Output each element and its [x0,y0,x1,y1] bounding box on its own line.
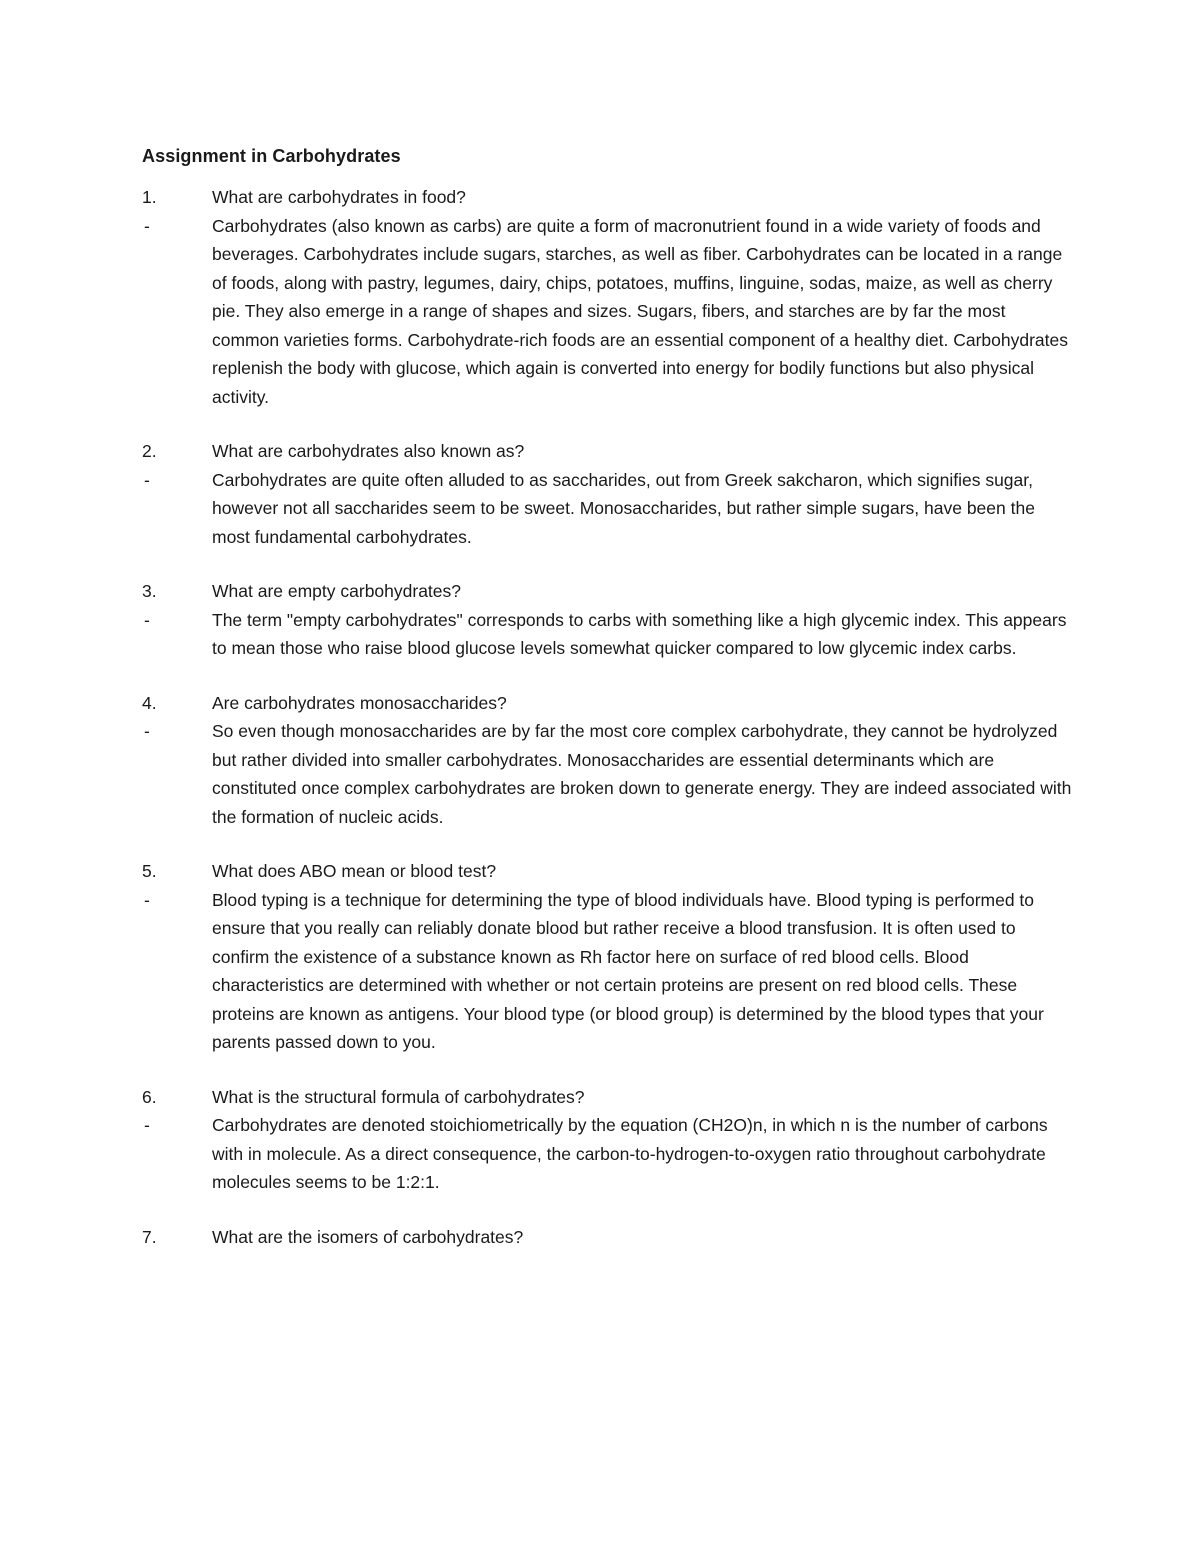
answer-3 [142,606,1072,663]
question-7 [142,1223,1072,1252]
answer-2 [142,466,1072,552]
question-number: 7. [142,1226,157,1247]
question-text: What are the isomers of carbohydrates? [212,1226,524,1247]
question-text: Are carbohydrates monosaccharides? [212,692,507,713]
answer-6 [142,1111,1072,1197]
qa-item-1 [142,183,1072,411]
qa-item-5 [142,857,1072,1057]
document-title: Assignment in Carbohydrates [142,146,401,166]
qa-item-3 [142,577,1072,663]
answer-bullet: - [144,215,150,236]
answer-text: Carbohydrates (also known as carbs) are quite a form of macronutrient found in a wide variety of foods and beverages. Carbohydrates include sugars, starches, as well as fiber. Carbohydrates can be located in a range of foods, along with pastry, legumes, dairy, chips, potatoes, muffins, linguine, sodas, maize, as well as cherry pie. They also emerge in a range of shapes and sizes. Sugars, fibers, and starches are by far the most common varieties forms. Carbohydrate-rich foods are an essential component of a healthy diet. Carbohydrates replenish the body with glucose, which again is converted into energy for bodily functions but also physical activity. [212,215,1068,407]
answer-bullet: - [144,1115,150,1135]
question-text: What is the structural formula of carbohydrates? [212,1086,585,1107]
qa-item-4 [142,689,1072,832]
question-4 [142,689,1072,718]
qa-item-6 [142,1083,1072,1197]
answer-5 [142,886,1072,1057]
question-6 [142,1083,1072,1112]
answer-bullet: - [144,889,150,910]
question-number: 2. [142,441,157,461]
question-number: 4. [142,692,157,713]
question-text: What does ABO mean or blood test? [212,861,497,881]
answer-text: Blood typing is a technique for determining the type of blood individuals have. Blood typing is performed to ensure that you really can reliably donate blood but rather receive a blood transfusion. It is often used to confirm the existence of a substance known as Rh factor here on surface of red blood cells. Blood characteristics are determined with whether or not certain proteins are present on red blood cells. These proteins are known as antigens. Your blood type (or blood group) is determined by the blood types that your parents passed down to you. [212,889,1044,1052]
answer-bullet: - [144,469,150,490]
question-number: 1. [142,187,157,207]
question-number: 3. [142,581,157,601]
answer-1 [142,212,1072,412]
qa-item-7 [142,1223,1072,1252]
question-text: What are carbohydrates also known as? [212,441,525,461]
question-text: What are empty carbohydrates? [212,581,462,601]
answer-bullet: - [144,609,150,630]
document-body [142,142,1072,1277]
answer-text: Carbohydrates are denoted stoichiometrically by the equation (CH2O)n, in which n is the number of carbons with in molecule. As a direct consequence, the carbon-to-hydrogen-to-oxygen ratio throughout carbohydrate molecules seems to be 1:2:1. [212,1115,1048,1192]
question-2 [142,437,1072,466]
qa-item-2 [142,437,1072,551]
question-number: 5. [142,861,157,881]
question-5 [142,857,1072,886]
answer-text: So even though monosaccharides are by far the most core complex carbohydrate, they cannot be hydrolyzed but rather divided into smaller carbohydrates. Monosaccharides are essential determinants which are constituted once complex carbohydrates are broken down to generate energy. They are indeed associated with the formation of nucleic acids. [212,721,1072,827]
question-text: What are carbohydrates in food? [212,187,466,207]
answer-4 [142,717,1072,831]
question-1 [142,183,1072,212]
question-number: 6. [142,1086,157,1107]
answer-text: Carbohydrates are quite often alluded to as saccharides, out from Greek sakcharon, which signifies sugar, however not all saccharides seem to be sweet. Monosaccharides, but rather simple sugars, have been the most fundamental carbohydrates. [212,469,1035,547]
question-3 [142,577,1072,606]
answer-bullet: - [144,721,150,741]
answer-text: The term "empty carbohydrates" corresponds to carbs with something like a high glycemic index. This appears to mean those who raise blood glucose levels somewhat quicker compared to low glycemic index carbs. [212,609,1067,658]
